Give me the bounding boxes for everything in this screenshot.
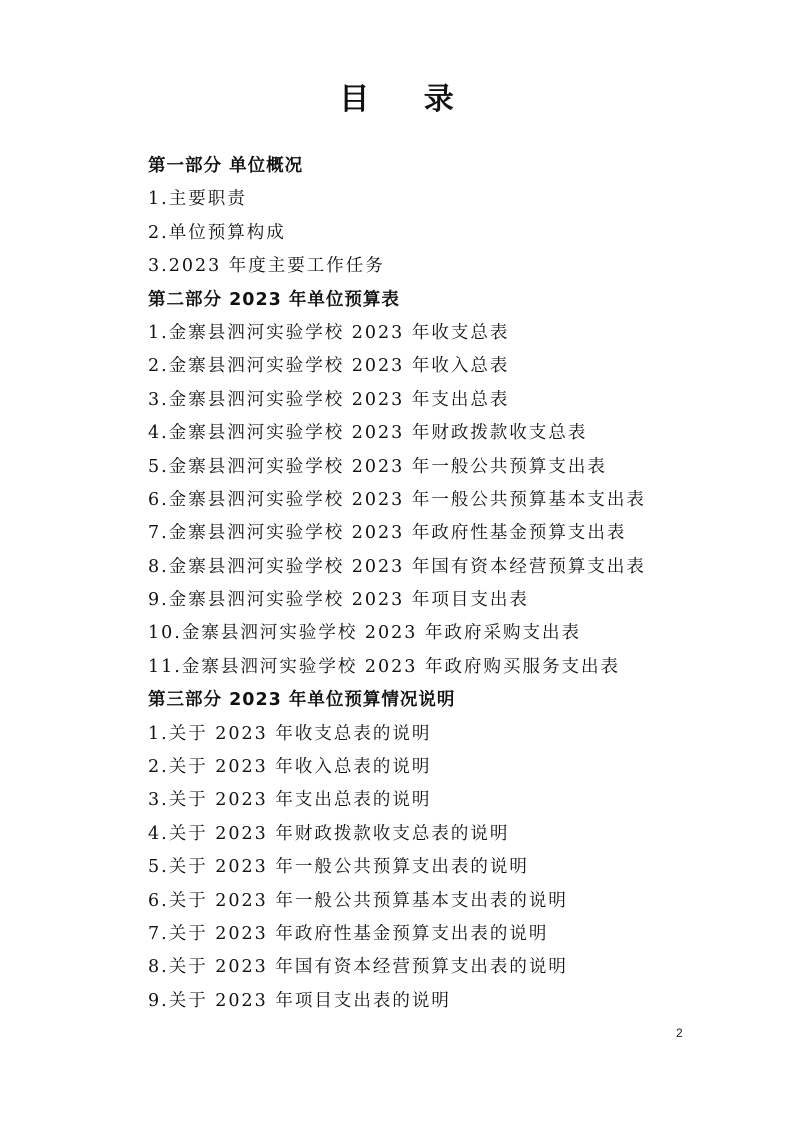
toc-item: 2.金寨县泗河实验学校 2023 年收入总表 (148, 356, 510, 377)
toc-part-heading: 第三部分 2023 年单位预算情况说明 (148, 690, 456, 711)
toc-item: 2.关于 2023 年收入总表的说明 (148, 757, 432, 778)
toc-item: 9.关于 2023 年项目支出表的说明 (148, 990, 451, 1011)
toc-item: 4.关于 2023 年财政拨款收支总表的说明 (148, 823, 510, 844)
toc-item: 1.金寨县泗河实验学校 2023 年收支总表 (148, 322, 510, 343)
toc-item: 6.金寨县泗河实验学校 2023 年一般公共预算基本支出表 (148, 489, 646, 510)
toc-item: 5.金寨县泗河实验学校 2023 年一般公共预算支出表 (148, 456, 607, 477)
toc-item: 5.关于 2023 年一般公共预算支出表的说明 (148, 857, 529, 878)
toc-item: 11.金寨县泗河实验学校 2023 年政府购买服务支出表 (148, 656, 620, 677)
toc-part-heading: 第一部分 单位概况 (148, 156, 304, 176)
toc-item: 9.金寨县泗河实验学校 2023 年项目支出表 (148, 590, 529, 611)
toc-item: 3.关于 2023 年支出总表的说明 (148, 790, 432, 811)
toc-item: 1.关于 2023 年收支总表的说明 (148, 723, 432, 744)
toc-item: 4.金寨县泗河实验学校 2023 年财政拨款收支总表 (148, 423, 588, 444)
page-title: 目 录 (339, 82, 476, 117)
toc-item: 7.关于 2023 年政府性基金预算支出表的说明 (148, 923, 549, 944)
table-of-contents (148, 150, 748, 1018)
toc-item: 10.金寨县泗河实验学校 2023 年政府采购支出表 (148, 623, 581, 644)
toc-item: 2.单位预算构成 (148, 222, 286, 243)
toc-item: 8.关于 2023 年国有资本经营预算支出表的说明 (148, 957, 568, 978)
toc-item: 3.2023 年度主要工作任务 (148, 256, 385, 277)
toc-item: 1.主要职责 (148, 189, 247, 210)
toc-item: 7.金寨县泗河实验学校 2023 年政府性基金预算支出表 (148, 523, 627, 544)
toc-item: 6.关于 2023 年一般公共预算基本支出表的说明 (148, 890, 568, 911)
toc-item: 8.金寨县泗河实验学校 2023 年国有资本经营预算支出表 (148, 556, 646, 577)
page-number: 2 (676, 1026, 683, 1040)
toc-part-heading: 第二部分 2023 年单位预算表 (148, 289, 400, 310)
toc-item: 3.金寨县泗河实验学校 2023 年支出总表 (148, 389, 510, 410)
